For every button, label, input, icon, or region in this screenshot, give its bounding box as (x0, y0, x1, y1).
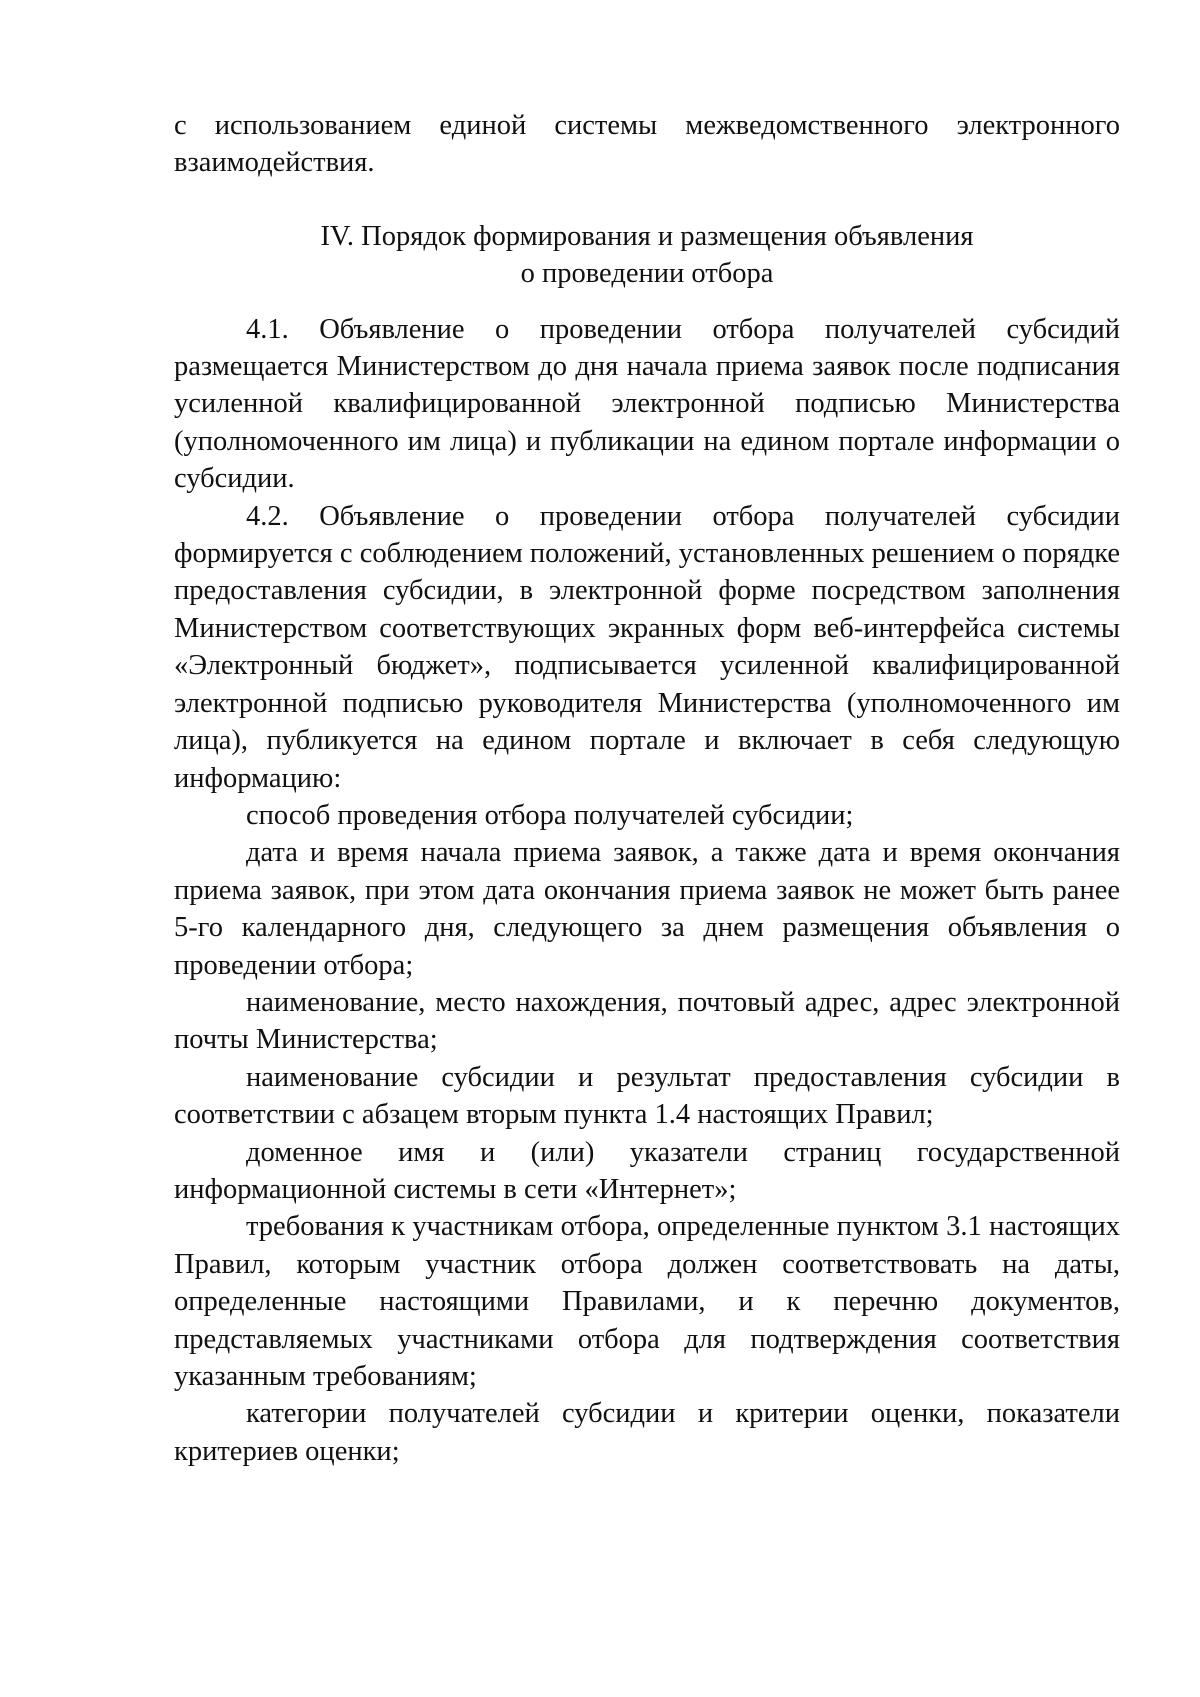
section-heading-line-2: о проведении отбора (520, 258, 774, 290)
paragraph-4-2: 4.2. Объявление о проведении отбора получателей субсидии формируется с соблюдением положений, установленных решением о порядке предоставления субсидии, в электронной форме посредством заполнения Министерством соответствующих экранных форм веб-интерфейса системы «Электронный бюджет», подписывается усиленной квалифицированной электронной подписью руководителя Министерства (уполномоченного им лица), публикуется на едином портале и включает в себя следующую информацию: (174, 500, 1120, 794)
list-item-participant-requirements: требования к участникам отбора, определенные пунктом 3.1 настоящих Правил, которым участник отбора должен соответствовать на даты, определенные настоящими Правилами, и к перечню документов, представляемых участниками отбора для подтверждения соответствия указанным требованиям; (174, 1211, 1120, 1392)
document-page (174, 107, 1120, 1470)
paragraph-4-1: 4.1. Объявление о проведении отбора получателей субсидий размещается Министерством до дня начала приема заявок после подписания усиленной квалифицированной электронной подписью Министерства (уполномоченного им лица) и публикации на едином портале информации о субсидии. (174, 313, 1120, 495)
list-item-domain-name: доменное имя и (или) указатели страниц государственной информационной системы в сети «Интернет»; (174, 1136, 1120, 1205)
section-heading (174, 218, 1120, 293)
section-heading-line-1: IV. Порядок формирования и размещения объявления (320, 220, 974, 252)
continuation-paragraph: с использованием единой системы межведомственного электронного взаимодействия. (174, 110, 1120, 179)
list-item-subsidy-name: наименование субсидии и результат предоставления субсидии в соответствии с абзацем вторым пункта 1.4 настоящих Правил; (174, 1061, 1120, 1131)
list-item-dates: дата и время начала приема заявок, а также дата и время окончания приема заявок, при этом дата окончания приема заявок не может быть ранее 5-го календарного дня, следующего за днем размещения объявления о проведении отбора; (174, 837, 1120, 981)
list-item-selection-method: способ проведения отбора получателей субсидии; (246, 799, 854, 831)
list-item-ministry-contacts: наименование, место нахождения, почтовый адрес, адрес электронной почты Министерства; (174, 986, 1120, 1056)
list-item-recipient-categories: категории получателей субсидии и критерии оценки, показатели критериев оценки; (174, 1398, 1120, 1467)
